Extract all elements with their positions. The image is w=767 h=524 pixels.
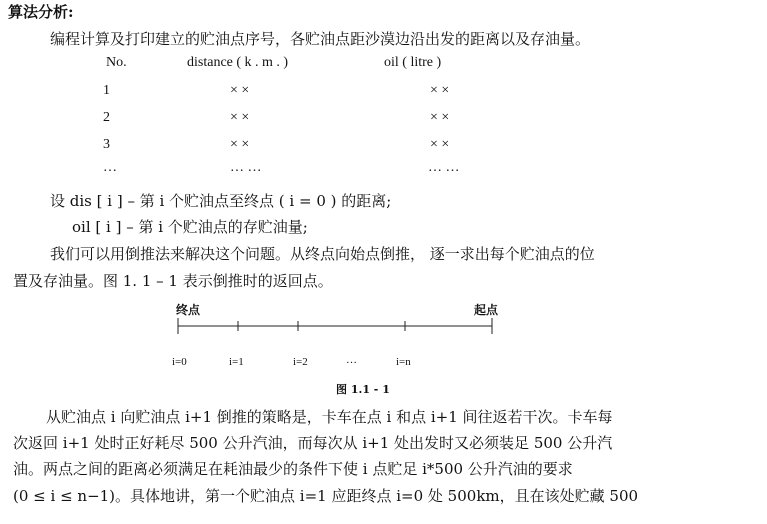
table-row-2-no: 2: [103, 110, 110, 125]
table-row-3-distance: × ×: [230, 137, 250, 152]
table-header-distance: distance ( k . m . ): [187, 55, 289, 70]
paragraph-2-line-3: 油。两点之间的距离必须满足在耗油最少的条件下使 i 点贮足 i*500 公升汽油的要求: [13, 460, 573, 478]
paragraph-2-line-4: (0 ≤ i ≤ n−1)。具体地讲，第一个贮油点 i=1 应距终点 i=0 处 500km，且在该处贮藏 500: [13, 487, 639, 505]
definition-dis: 设 dis [ i ] – 第 i 个贮油点至终点 ( i = 0 ) 的距离;: [50, 192, 392, 210]
table-row-1-distance: × ×: [230, 83, 250, 98]
point-label-1: i=1: [229, 356, 244, 368]
paragraph-1-line-1: 我们可以用倒推法来解决这个问题。从终点向始点倒推， 逐一求出每个贮油点的位: [50, 245, 595, 263]
intro-text: 编程计算及打印建立的贮油点序号，各贮油点距沙漠边沿出发的距离以及存油量。: [50, 30, 591, 48]
table-row-2-distance: × ×: [230, 110, 250, 125]
table-row-3-no: 3: [103, 137, 110, 152]
point-label-2: i=2: [293, 356, 308, 368]
point-label-ellipsis: …: [346, 354, 357, 366]
paragraph-2-line-1: 从贮油点 i 向贮油点 i+1 倒推的策略是，卡车在点 i 和点 i+1 间往返若干次。卡车每: [46, 408, 613, 426]
paragraph-2-line-2: 次返回 i+1 处时正好耗尽 500 公升汽油，而每次从 i+1 处出发时又必须装足 500 公升汽: [13, 434, 613, 452]
paragraph-1-line-2: 置及存油量。图 1. 1 – 1 表示倒推时的返回点。: [13, 272, 333, 290]
table-row-1-oil: × ×: [430, 83, 450, 98]
table-row-2-oil: × ×: [430, 110, 450, 125]
table-row-4-distance: … …: [230, 160, 262, 175]
table-header-oil: oil ( litre ): [384, 55, 442, 70]
table-row-1-no: 1: [103, 83, 110, 98]
table-header-no: No.: [106, 55, 127, 70]
figure-right-label: 起点: [474, 303, 499, 317]
figure-caption: 图 1.1 - 1: [336, 383, 390, 396]
definition-oil: oil [ i ] – 第 i 个贮油点的存贮油量;: [72, 218, 308, 236]
table-row-4-oil: … …: [428, 160, 460, 175]
figure-left-label: 终点: [176, 303, 201, 317]
table-row-3-oil: × ×: [430, 137, 450, 152]
table-row-4-no: …: [103, 160, 117, 175]
section-heading: 算法分析:: [8, 3, 74, 21]
point-label-n: i=n: [396, 356, 411, 368]
point-label-0: i=0: [172, 356, 187, 368]
